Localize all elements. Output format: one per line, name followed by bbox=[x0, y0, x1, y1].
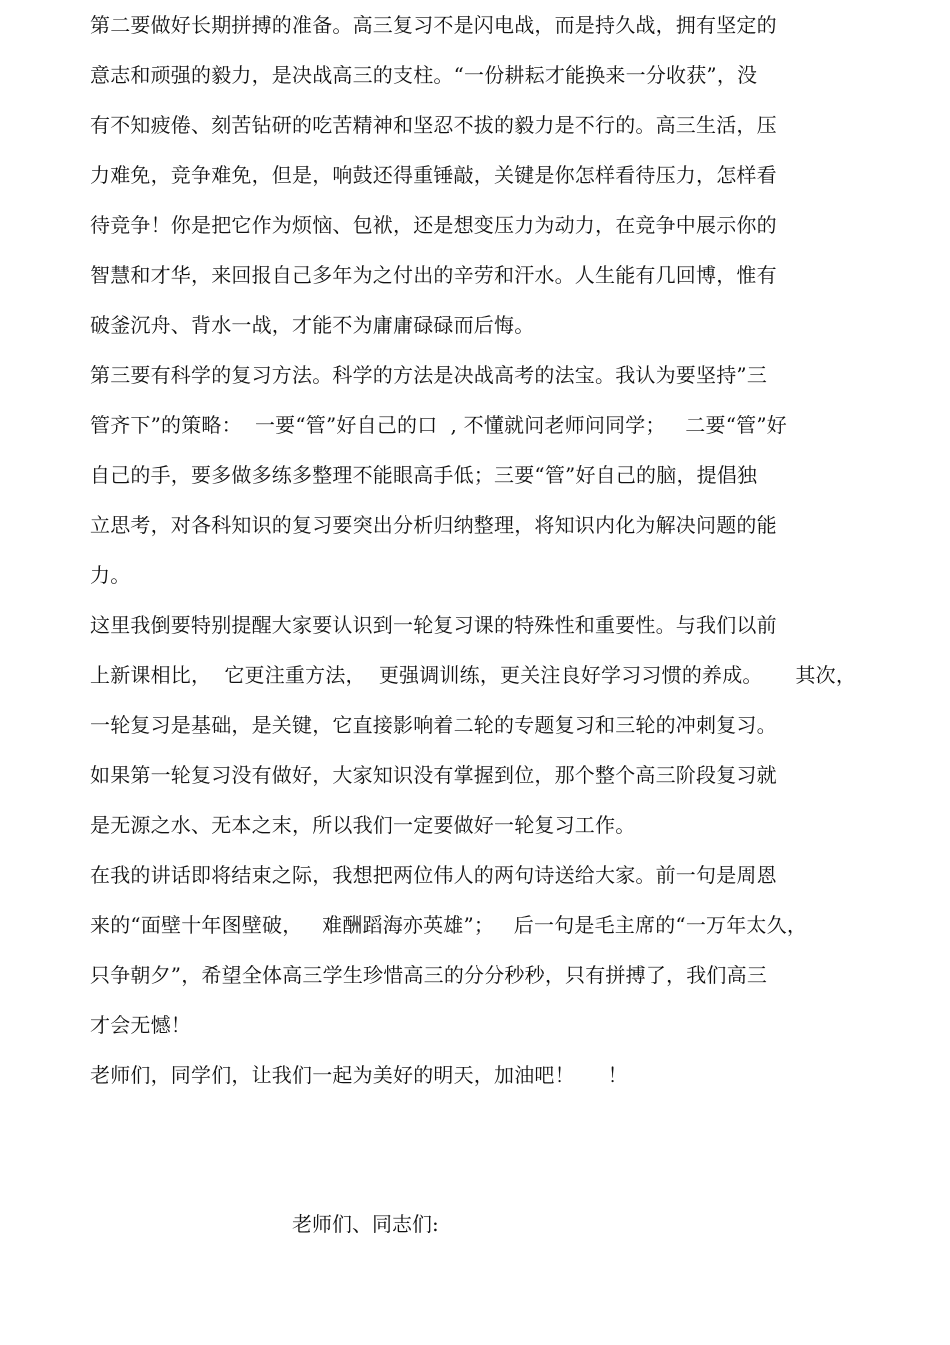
text-line: 如果第一轮复习没有做好，大家知识没有掌握到位，那个整个高三阶段复习就 bbox=[90, 763, 777, 787]
text-line: 智慧和才华，来回报自己多年为之付出的辛劳和汗水。人生能有几回博，惟有 bbox=[90, 263, 777, 287]
text-line: 自己的手，要多做多练多整理不能眼高手低；三要“管”好自己的脑，提倡独 bbox=[90, 463, 758, 487]
text-line: 老师们，同学们，让我们一起为美好的明天，加油吧！ ！ bbox=[90, 1063, 628, 1087]
text-line: 一轮复习是基础，是关键，它直接影响着二轮的专题复习和三轮的冲刺复习。 bbox=[90, 713, 777, 737]
text-line: 破釜沉舟、背水一战，才能不为庸庸碌碌而后悔。 bbox=[90, 313, 535, 337]
text-line: 力难免，竞争难免，但是，响鼓还得重锤敲，关键是你怎样看待压力，怎样看 bbox=[90, 163, 777, 187]
speech-body bbox=[90, 10, 870, 1110]
text-line: 意志和顽强的毅力，是决战高三的支柱。“一份耕耘才能换来一分收获”，没 bbox=[90, 63, 758, 87]
text-line: 这里我倒要特别提醒大家要认识到一轮复习课的特殊性和重要性。与我们以前 bbox=[90, 613, 777, 637]
text-line: 第二要做好长期拼搏的准备。高三复习不是闪电战，而是持久战，拥有坚定的 bbox=[90, 13, 777, 37]
text-line: 只争朝夕”，希望全体高三学生珍惜高三的分分秒秒，只有拼搏了，我们高三 bbox=[90, 963, 768, 987]
text-line: 才会无憾！ bbox=[90, 1013, 191, 1037]
text-line: 来的“面壁十年图壁破， 难酬蹈海亦英雄”； 后一句是毛主席的“一万年太久， bbox=[90, 913, 808, 937]
text-line: 第三要有科学的复习方法。科学的方法是决战高考的法宝。我认为要坚持”三 bbox=[90, 363, 768, 387]
closing-salutation: 老师们、同志们: bbox=[292, 1212, 439, 1236]
text-line: 有不知疲倦、刻苦钻研的吃苦精神和坚忍不拔的毅力是不行的。高三生活，压 bbox=[90, 113, 777, 137]
text-line: 管齐下”的策略： 一要“管”好自己的口 , 不懂就问老师问同学； 二要“管”好 bbox=[90, 413, 787, 437]
text-line: 上新课相比， 它更注重方法， 更强调训练，更关注良好学习习惯的养成。 其次， bbox=[90, 663, 857, 687]
text-line: 在我的讲话即将结束之际，我想把两位伟人的两句诗送给大家。前一句是周恩 bbox=[90, 863, 777, 887]
text-line: 力。 bbox=[90, 563, 131, 587]
text-line: 是无源之水、无本之末，所以我们一定要做好一轮复习工作。 bbox=[90, 813, 636, 837]
text-line: 待竞争！你是把它作为烦恼、包袱，还是想变压力为动力，在竞争中展示你的 bbox=[90, 213, 777, 237]
text-line: 立思考，对各科知识的复习要突出分析归纳整理，将知识内化为解决问题的能 bbox=[90, 513, 777, 537]
